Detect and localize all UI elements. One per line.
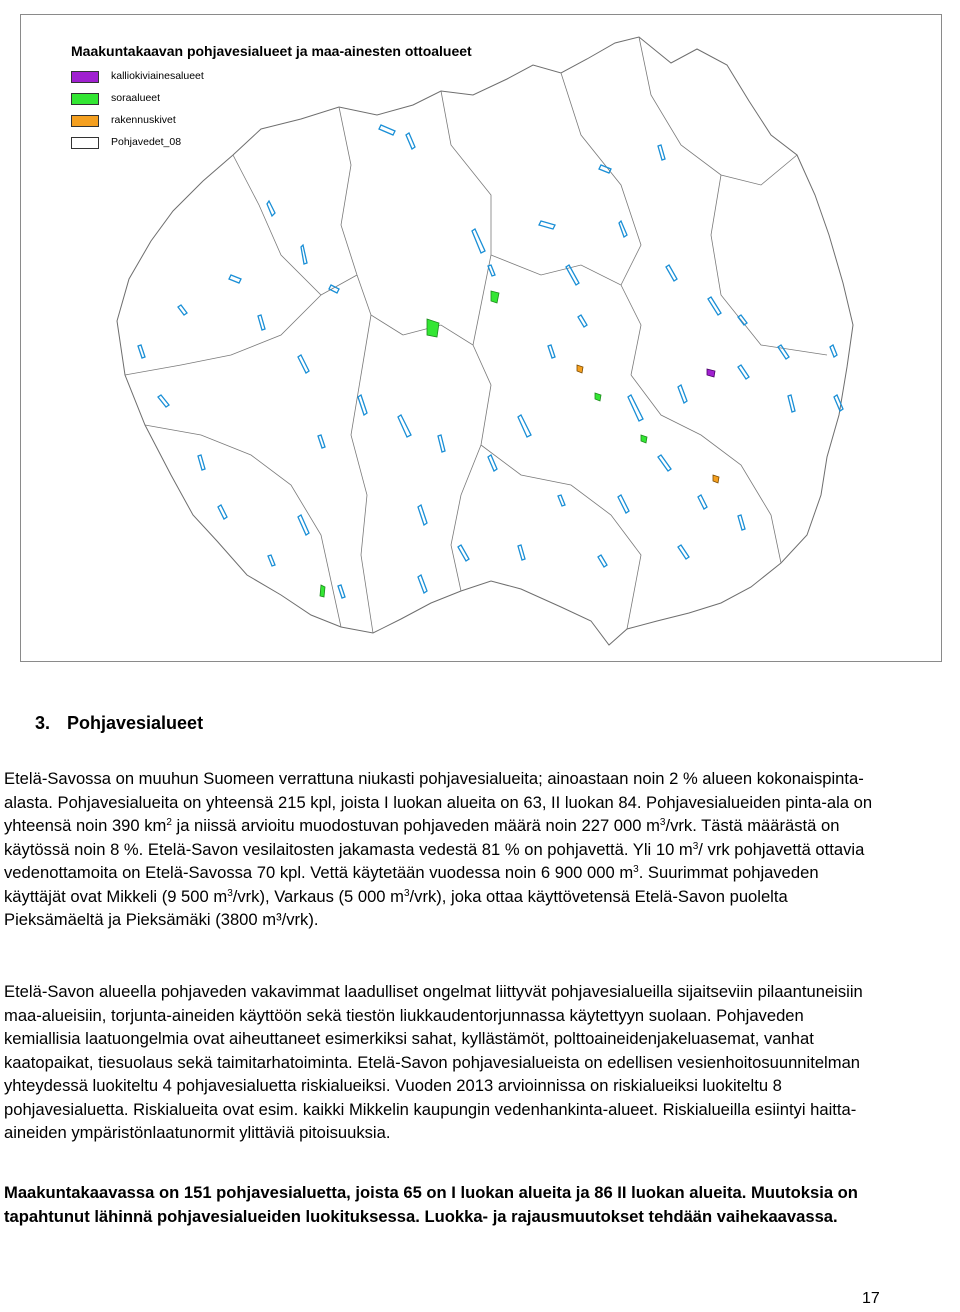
- superscript: 3: [633, 864, 639, 875]
- paragraph-groundwater-overview: [4, 767, 884, 932]
- legend-swatch: [71, 71, 99, 83]
- superscript: 2: [166, 817, 172, 828]
- legend-label: Pohjavedet_08: [111, 136, 182, 148]
- region-map: [21, 15, 942, 662]
- legend-swatch: [71, 115, 99, 127]
- section-heading: [35, 713, 203, 734]
- legend-label: kalliokiviainesalueet: [111, 70, 204, 82]
- section-number: 3.: [35, 713, 51, 733]
- map-figure: [20, 14, 942, 662]
- superscript: 3: [227, 887, 233, 899]
- region-outline: [117, 37, 853, 645]
- paragraph-regional-plan-summary: Maakuntakaavassa on 151 pohjavesialuetta, joista 65 on I luokan alueita ja 86 II luokan alueita. Muutoksia on tapahtunut lähinnä pohjavesialueiden luokituksessa. Luokka- ja rajausmuutokset tehdään vaihekaavassa.: [4, 1183, 858, 1226]
- map-title: Maakuntakaavan pohjavesialueet ja maa-ainesten ottoalueet: [71, 43, 472, 59]
- text-run: . Suurimmat pohjaveden käyttäjät ovat Mikkeli (9 500 m: [4, 863, 819, 906]
- text-run: / vrk pohjavettä ottavia vedenottamoita on Etelä-Savossa 70 kpl. Vettä käytetään vuodessa noin 6 900 000 m: [4, 839, 865, 882]
- paragraph-quality-problems: Etelä-Savon alueella pohjaveden vakavimmat laadulliset ongelmat liittyvät pohjavesialueilla sijaitseviin pilaantuneisiin maa-alueisiin, torjunta-aineiden käyttöön sekä tiestön liukkaudentorjunnassa käytettyyn suolaan. Pohjaveden kemiallisia laatuongelmia ovat aiheuttaneet esimerkiksi sahat, kyllästämöt, polttoaineidenjakeluasemat, vanhat kaatopaikat, tiesuolaus sekä taimitarhatoiminta. Etelä-Savon pohjavesialueista on edellisen vesienhoitosuunnitelman yhteydessä luokiteltu 4 pohjavesialuetta riskialueiksi. Vuoden 2013 arvioinnissa on riskialueiksi luokiteltu 8 pohjavesialuetta. Riskialueita ovat esim. kaikki Mikkelin kaupungin vedenhankinta-alueet. Riskialueilla esiintyi haitta-aineiden ympäristönlaatunormit ylittäviä pitoisuuksia.: [4, 982, 863, 1142]
- legend-swatch: [71, 93, 99, 105]
- section-title: Pohjavesialueet: [67, 713, 204, 733]
- superscript: 3: [403, 887, 410, 899]
- text-run: /vrk. Tästä määrästä on käytössä noin 8 %. Etelä-Savon vesilaitosten jakamasta vedestä 81 % on pohjavettä. Yli 10 m: [4, 816, 840, 859]
- superscript: 3: [659, 817, 666, 828]
- legend-label: soraalueet: [111, 92, 161, 104]
- text-run: ja niissä arvioitu muodostuvan pohjaveden määrä noin 227 000 m: [171, 816, 660, 835]
- text-run: Etelä-Savossa on muuhun Suomeen verrattuna niukasti pohjavesialueita; ainoastaan noin 2 % alueen kokonaispinta-alasta. Pohjavesialueita on yhteensä 215 kpl, joista I luokan alueita on 63, II luokan 84. Pohjavesialueiden pinta-ala on yhteensä noin 390 km: [4, 769, 873, 835]
- page-number: 17: [862, 1290, 880, 1307]
- legend-swatch: [71, 137, 99, 149]
- legend-label: rakennuskivet: [111, 114, 176, 126]
- superscript: 3: [692, 840, 699, 852]
- text-run: /vrk), joka ottaa käyttövetensä Etelä-Savon puolelta Pieksämäeltä ja Pieksämäki (3800 m³/vrk).: [4, 886, 788, 929]
- text-run: /vrk), Varkaus (5 000 m: [232, 886, 404, 906]
